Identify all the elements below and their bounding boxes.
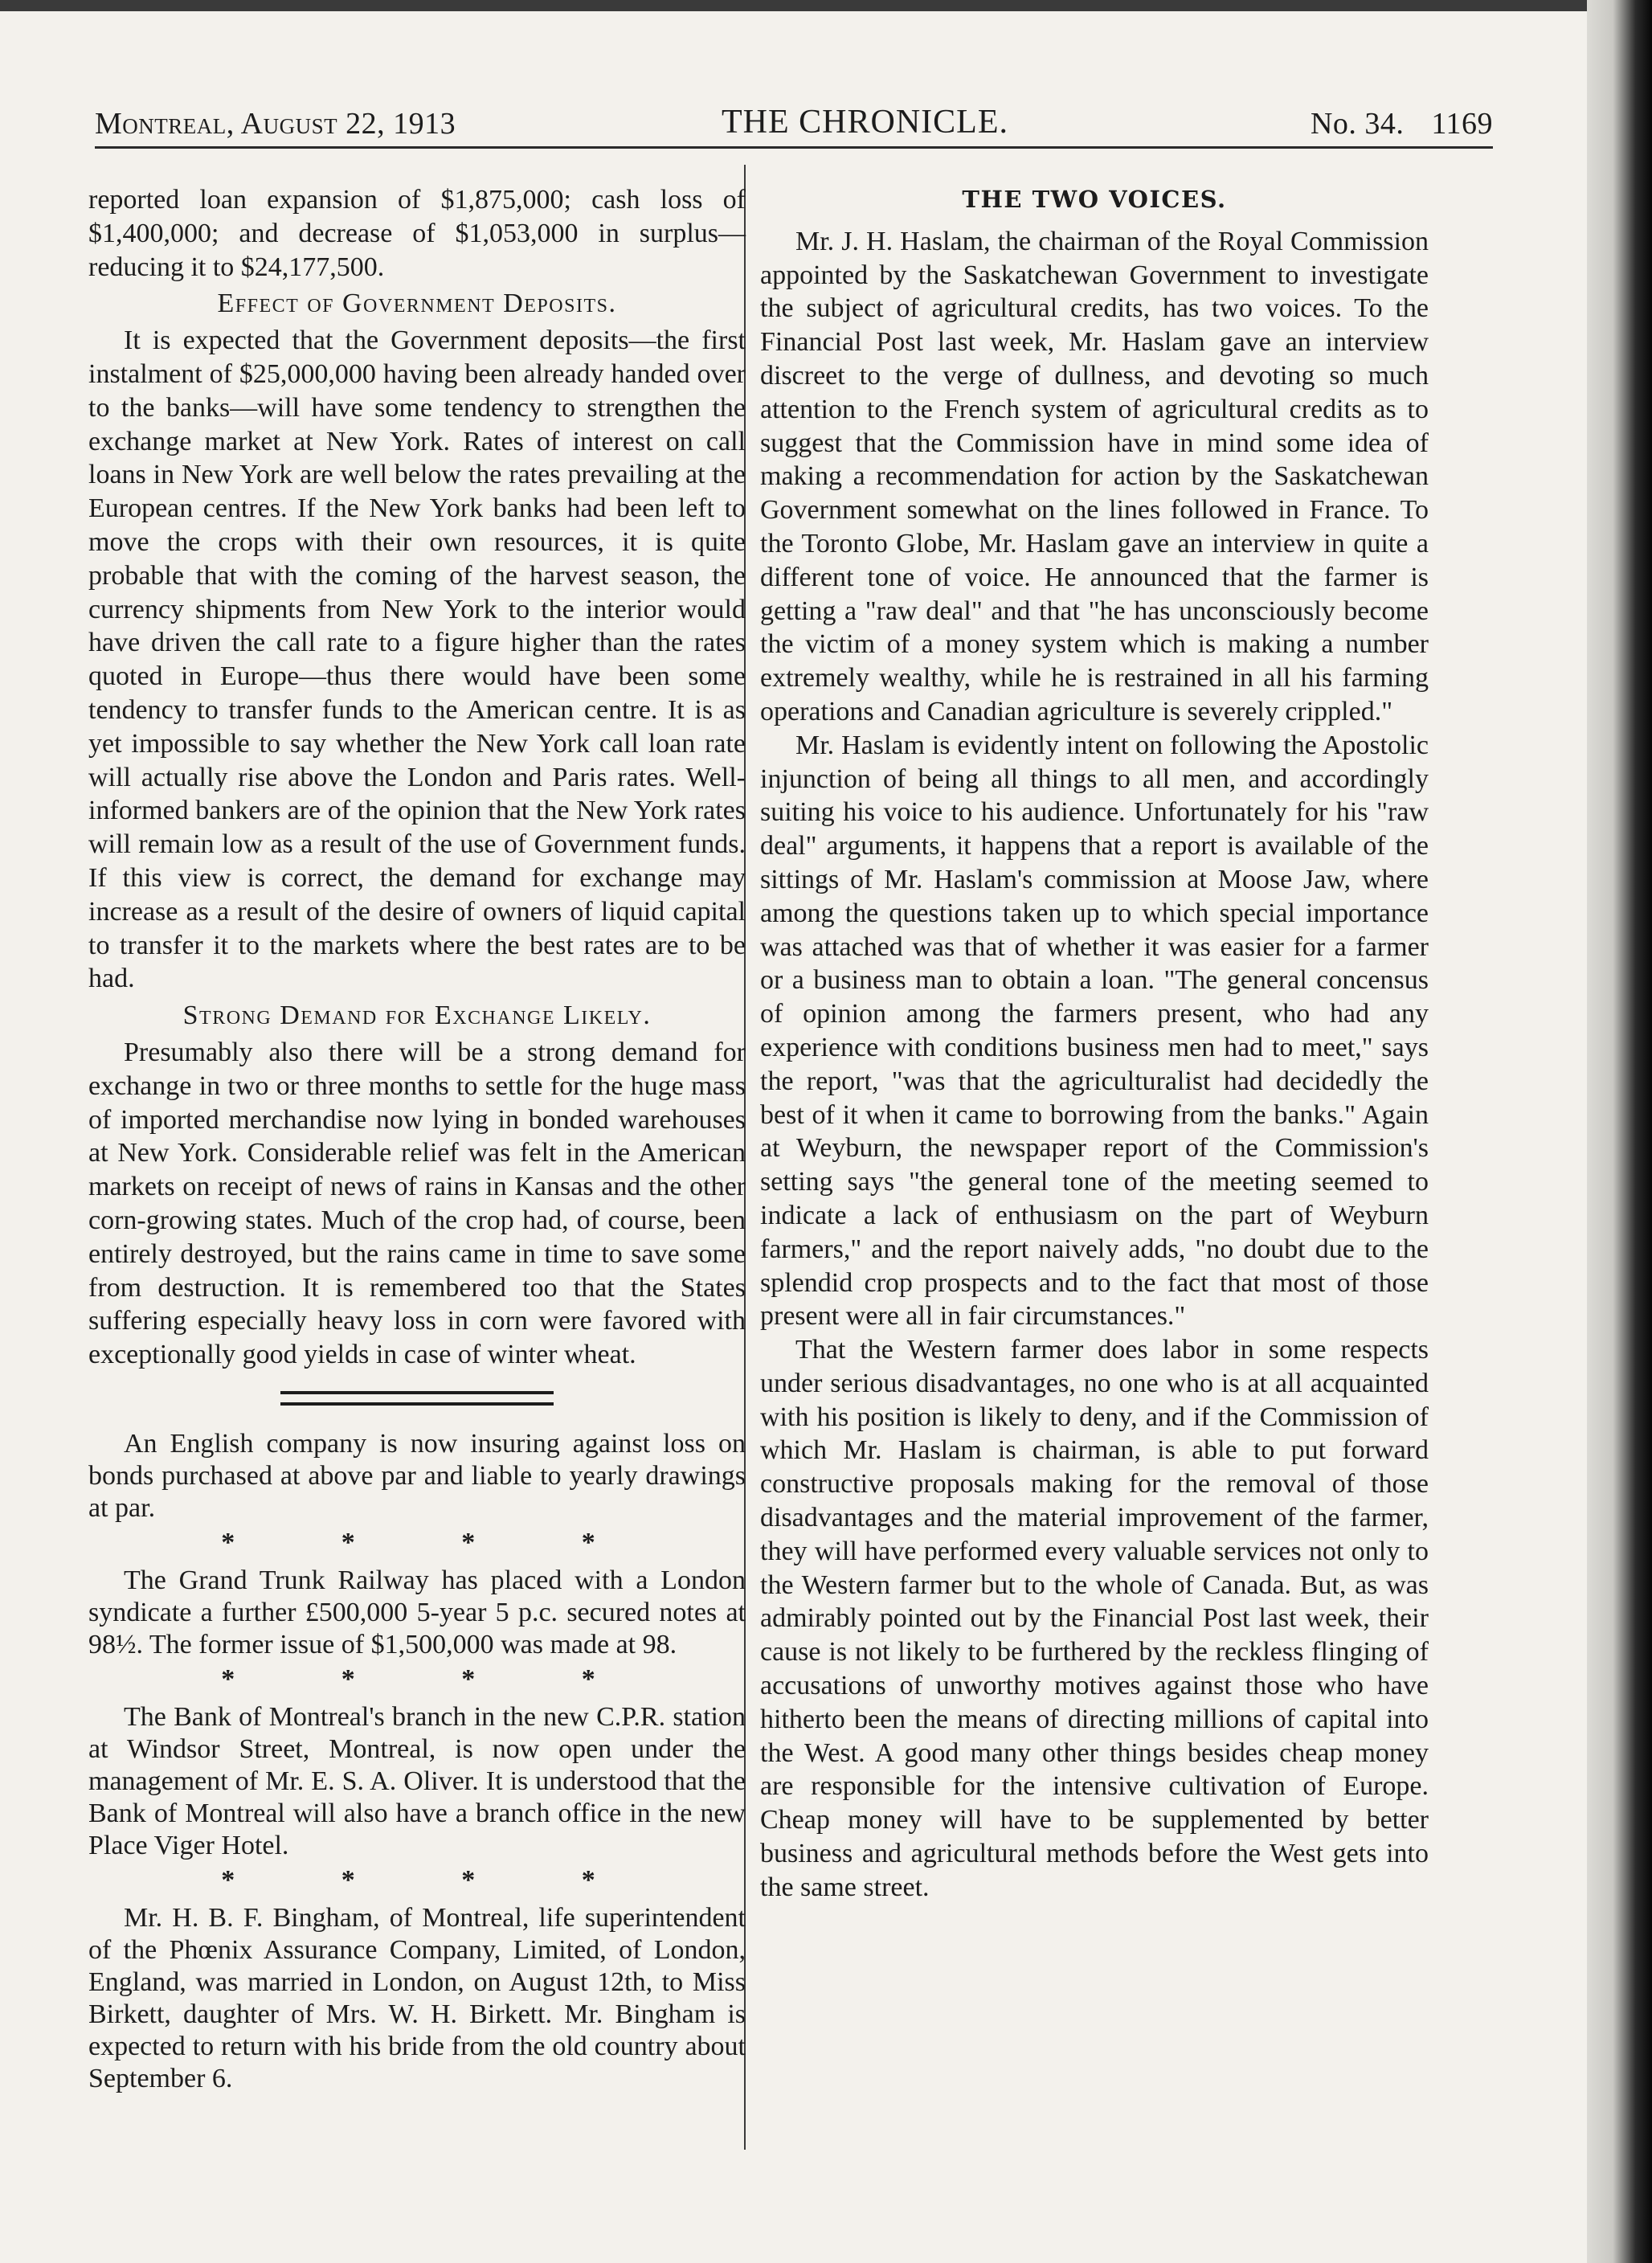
star-separator: * * * *	[221, 1527, 645, 1557]
right-column	[760, 183, 1429, 1905]
masthead: THE CHRONICLE.	[722, 104, 1008, 141]
news-notes	[88, 1428, 746, 2095]
page-header	[95, 98, 1493, 146]
article-paragraph: That the Western farmer does labor in some respects under serious disadvantages, no one who is at all acquainted with his position is likely to deny, and if the Commission of which Mr. Haslam is chairman, is able to put forward constructive proposals making for the removal of those disadvantages and the material improvement of the farmer, they will have performed every valuable services not only to the Western farmer but to the whole of Canada. But, as was admirably pointed out by the Financial Post last week, their cause is not likely to be furthered by the reckless flinging of accusations of unworthy motives against those who have hitherto been the means of directing millions of capital into the West. A good many other things besides cheap money are responsible for the intensive cultivation of Europe. Cheap money will have to be supplemented by better business and agricultural methods before the West gets into the same street.	[760, 1335, 1429, 1902]
star-separator: * * * *	[221, 1663, 645, 1694]
issue-info	[1291, 106, 1493, 141]
page-number: 1169	[1431, 107, 1493, 141]
scan-edge	[1587, 0, 1652, 2263]
header-rule	[95, 146, 1493, 149]
article-paragraph: Mr. Haslam is evidently intent on following the Apostolic injunction of being all things to all men, and accordingly suiting his voice to his audience. Unfortunately for his "raw deal" arguments, it happens that a report is available of the sittings of Mr. Haslam's commission at Moose Jaw, where among the questions taken up to which special importance was attached was that of whether it was easier for a farmer or a business man to obtain a loan. "The general concensus of opinion among the farmers present, who had any experience with conditions business men had to meet," says the report, "was that the agriculturalist had decidedly the best of it when it came to borrowing from the banks." Again at Weyburn, the newspaper report of the Commission's setting says "the general tone of the meeting seemed to indicate a lack of enthusiasm on the part of Weyburn farmers," and the report naively adds, "no doubt due to the splendid crop prospects and to the fact that most of those present were all in fair circumstances."	[760, 730, 1429, 1332]
article-paragraph: It is expected that the Government deposits—the first instalment of $25,000,000 having been already handed over to the banks—will have some tendency to strengthen the exchange market at New York. Rates of interest on call loans in New York are well below the rates prevailing at the European centres. If the New York banks had been left to move the crops with their own resources, it is quite probable that with the coming of the harvest season, the currency shipments from New York to the interior would have driven the call rate to a figure higher than the rates quoted in Europe—thus there would have been some tendency to transfer funds to the American centre. It is as yet impossible to say whether the New York call loan rate will actually rise above the London and Paris rates. Well-informed bankers are of the opinion that the New York rates will remain low as a result of the use of Government funds. If this view is correct, the demand for exchange may increase as a result of the desire of owners of liquid capital to transfer it to the markets where the best rates are to be had.	[88, 325, 746, 994]
dateline: Montreal, August 22, 1913	[95, 107, 456, 141]
double-rule-divider	[280, 1391, 554, 1406]
news-note: The Grand Trunk Railway has placed with a London syndicate a further £500,000 5-year 5 p.c. secured notes at 98½. The former issue of $1,500,000 was made at 98.	[88, 1565, 746, 1659]
news-note: An English company is now insuring against loss on bonds purchased at above par and liable to yearly drawings at par.	[88, 1428, 746, 1523]
section-heading: Strong Demand for Exchange Likely.	[182, 1001, 652, 1031]
top-border	[0, 0, 1587, 11]
left-column	[88, 183, 746, 2095]
article-title: THE TWO VOICES.	[962, 186, 1227, 213]
article-paragraph: Mr. J. H. Haslam, the chairman of the Royal Commission appointed by the Saskatchewan Government to investigate the subject of agricultural credits, has two voices. To the Financial Post last week, Mr. Haslam gave an interview discreet to the verge of dullness, and devoting so much attention to the French system of agricultural credits as to suggest that the Commission have in mind some idea of making a recommendation for action by the Saskatchewan Government somewhat on the lines followed in France. To the Toronto Globe, Mr. Haslam gave an interview in quite a different tone of voice. He announced that the farmer is getting a "raw deal" and that "he has unconsciously become the victim of a money system which is making a number extremely wealthy, while he is restrained in all his farming operations and Canadian agriculture is severely crippled."	[760, 226, 1429, 726]
continued-text: reported loan expansion of $1,875,000; cash loss of $1,400,000; and decrease of $1,053,000 in surplus—reducing it to $24,177,500.	[88, 185, 746, 282]
news-note: Mr. H. B. F. Bingham, of Montreal, life superintendent of the Phœnix Assurance Company, Limited, of London, England, was married in London, on August 12th, to Miss Birkett, daughter of Mrs. W. H. Birkett. Mr. Bingham is expected to return with his bride from the old country about September 6.	[88, 1902, 746, 2093]
news-note: The Bank of Montreal's branch in the new C.P.R. station at Windsor Street, Montreal, is now open under the management of Mr. E. S. A. Oliver. It is understood that the Bank of Montreal will also have a branch office in the new Place Viger Hotel.	[88, 1701, 746, 1860]
star-separator: * * * *	[221, 1864, 645, 1895]
section-heading: Effect of Government Deposits.	[217, 289, 617, 319]
issue-number: No. 34.	[1310, 107, 1405, 141]
article-paragraph: Presumably also there will be a strong demand for exchange in two or three months to settle for the huge mass of imported merchandise now lying in bonded warehouses at New York. Considerable relief was felt in the American markets on receipt of news of rains in Kansas and the other corn-growing states. Much of the crop had, of course, been entirely destroyed, but the rains came in time to save some from destruction. It is remembered too that the States suffering especially heavy loss in corn were favored with exceptionally good yields in case of winter wheat.	[88, 1037, 746, 1370]
